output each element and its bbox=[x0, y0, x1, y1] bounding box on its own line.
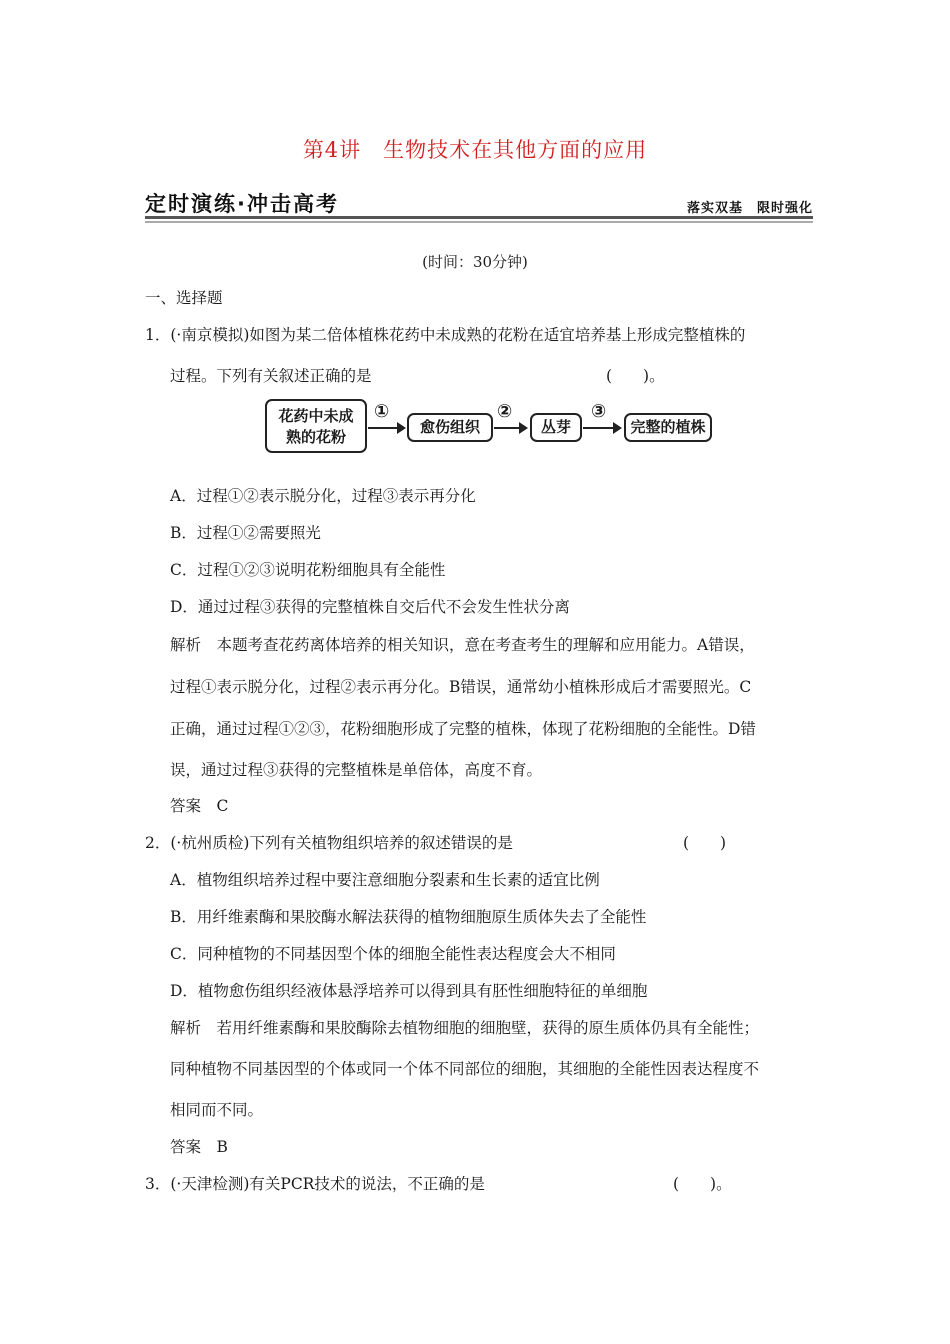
flow-step-2: ② bbox=[497, 401, 513, 422]
q3-stem: 3．(·天津检测)有关PCR技术的说法，不正确的是 bbox=[145, 1175, 485, 1193]
banner-heading: 定时演练·冲击高考 bbox=[145, 192, 339, 216]
flow-diagram bbox=[265, 399, 715, 455]
q1-stem-line2: 过程。下列有关叙述正确的是 bbox=[170, 367, 372, 385]
q2-stem: 2．(·杭州质检)下列有关植物组织培养的叙述错误的是 bbox=[145, 834, 513, 852]
q3-answer-blank: ( )。 bbox=[673, 1175, 732, 1193]
q1-option-d: D．通过过程③获得的完整植株自交后代不会发生性状分离 bbox=[170, 598, 570, 616]
q1-stem-line1: 1．(·南京模拟)如图为某二倍体植株花药中未成熟的花粉在适宜培养基上形成完整植株的 bbox=[145, 326, 746, 344]
q2-option-d: D．植物愈伤组织经液体悬浮培养可以得到具有胚性细胞特征的单细胞 bbox=[170, 982, 648, 1000]
q2-option-b: B．用纤维素酶和果胶酶水解法获得的植物细胞原生质体失去了全能性 bbox=[170, 908, 647, 926]
flow-arrow-3 bbox=[583, 427, 620, 429]
banner-rule bbox=[145, 216, 813, 219]
flow-box-pollen-line2: 熟的花粉 bbox=[285, 428, 346, 446]
q1-option-c: C．过程①②③说明花粉细胞具有全能性 bbox=[170, 561, 446, 579]
flow-step-3: ③ bbox=[591, 401, 607, 422]
q1-analysis-line3: 正确，通过过程①②③，花粉细胞形成了完整的植株，体现了花粉细胞的全能性。D错 bbox=[170, 720, 756, 738]
time-limit: (时间：30分钟) bbox=[422, 253, 528, 271]
section-heading: 一、选择题 bbox=[145, 289, 223, 307]
q2-answer-blank: ( ) bbox=[683, 834, 727, 852]
q1-analysis-line4: 误，通过过程③获得的完整植株是单倍体，高度不育。 bbox=[170, 761, 543, 779]
flow-arrow-2 bbox=[494, 427, 526, 429]
flow-box-buds: 丛芽 bbox=[530, 413, 582, 442]
flow-arrow-1 bbox=[368, 427, 404, 429]
banner-rule-thin bbox=[145, 221, 813, 223]
q1-answer: 答案 C bbox=[170, 797, 229, 815]
flow-box-callus: 愈伤组织 bbox=[407, 413, 493, 442]
q2-option-a: A．植物组织培养过程中要注意细胞分裂素和生长素的适宜比例 bbox=[170, 871, 600, 889]
flow-box-pollen-line1: 花药中未成 bbox=[278, 407, 354, 425]
q2-option-c: C．同种植物的不同基因型个体的细胞全能性表达程度会大不相同 bbox=[170, 945, 616, 963]
flow-box-pollen bbox=[265, 399, 367, 453]
banner-tagline: 落实双基 限时强化 bbox=[686, 201, 813, 216]
q2-analysis-line2: 同种植物不同基因型的个体或同一个体不同部位的细胞，其细胞的全能性因表达程度不 bbox=[170, 1060, 760, 1078]
flow-box-plant: 完整的植株 bbox=[624, 413, 712, 442]
q1-analysis-line2: 过程①表示脱分化，过程②表示再分化。B错误，通常幼小植株形成后才需要照光。C bbox=[170, 678, 752, 696]
q1-option-b: B．过程①②需要照光 bbox=[170, 524, 321, 542]
q1-answer-blank: ( )。 bbox=[606, 367, 665, 385]
section-banner bbox=[145, 188, 813, 226]
q2-analysis-line3: 相同而不同。 bbox=[170, 1101, 264, 1119]
q2-answer: 答案 B bbox=[170, 1138, 228, 1156]
lesson-title: 第4讲 生物技术在其他方面的应用 bbox=[302, 138, 648, 162]
q2-analysis-line1: 解析 若用纤维素酶和果胶酶除去植物细胞的细胞壁，获得的原生质体仍具有全能性； bbox=[170, 1019, 760, 1037]
flow-step-1: ① bbox=[374, 401, 390, 422]
q1-option-a: A．过程①②表示脱分化，过程③表示再分化 bbox=[170, 487, 476, 505]
q1-analysis-line1: 解析 本题考查花药离体培养的相关知识，意在考查考生的理解和应用能力。A错误， bbox=[170, 636, 755, 654]
